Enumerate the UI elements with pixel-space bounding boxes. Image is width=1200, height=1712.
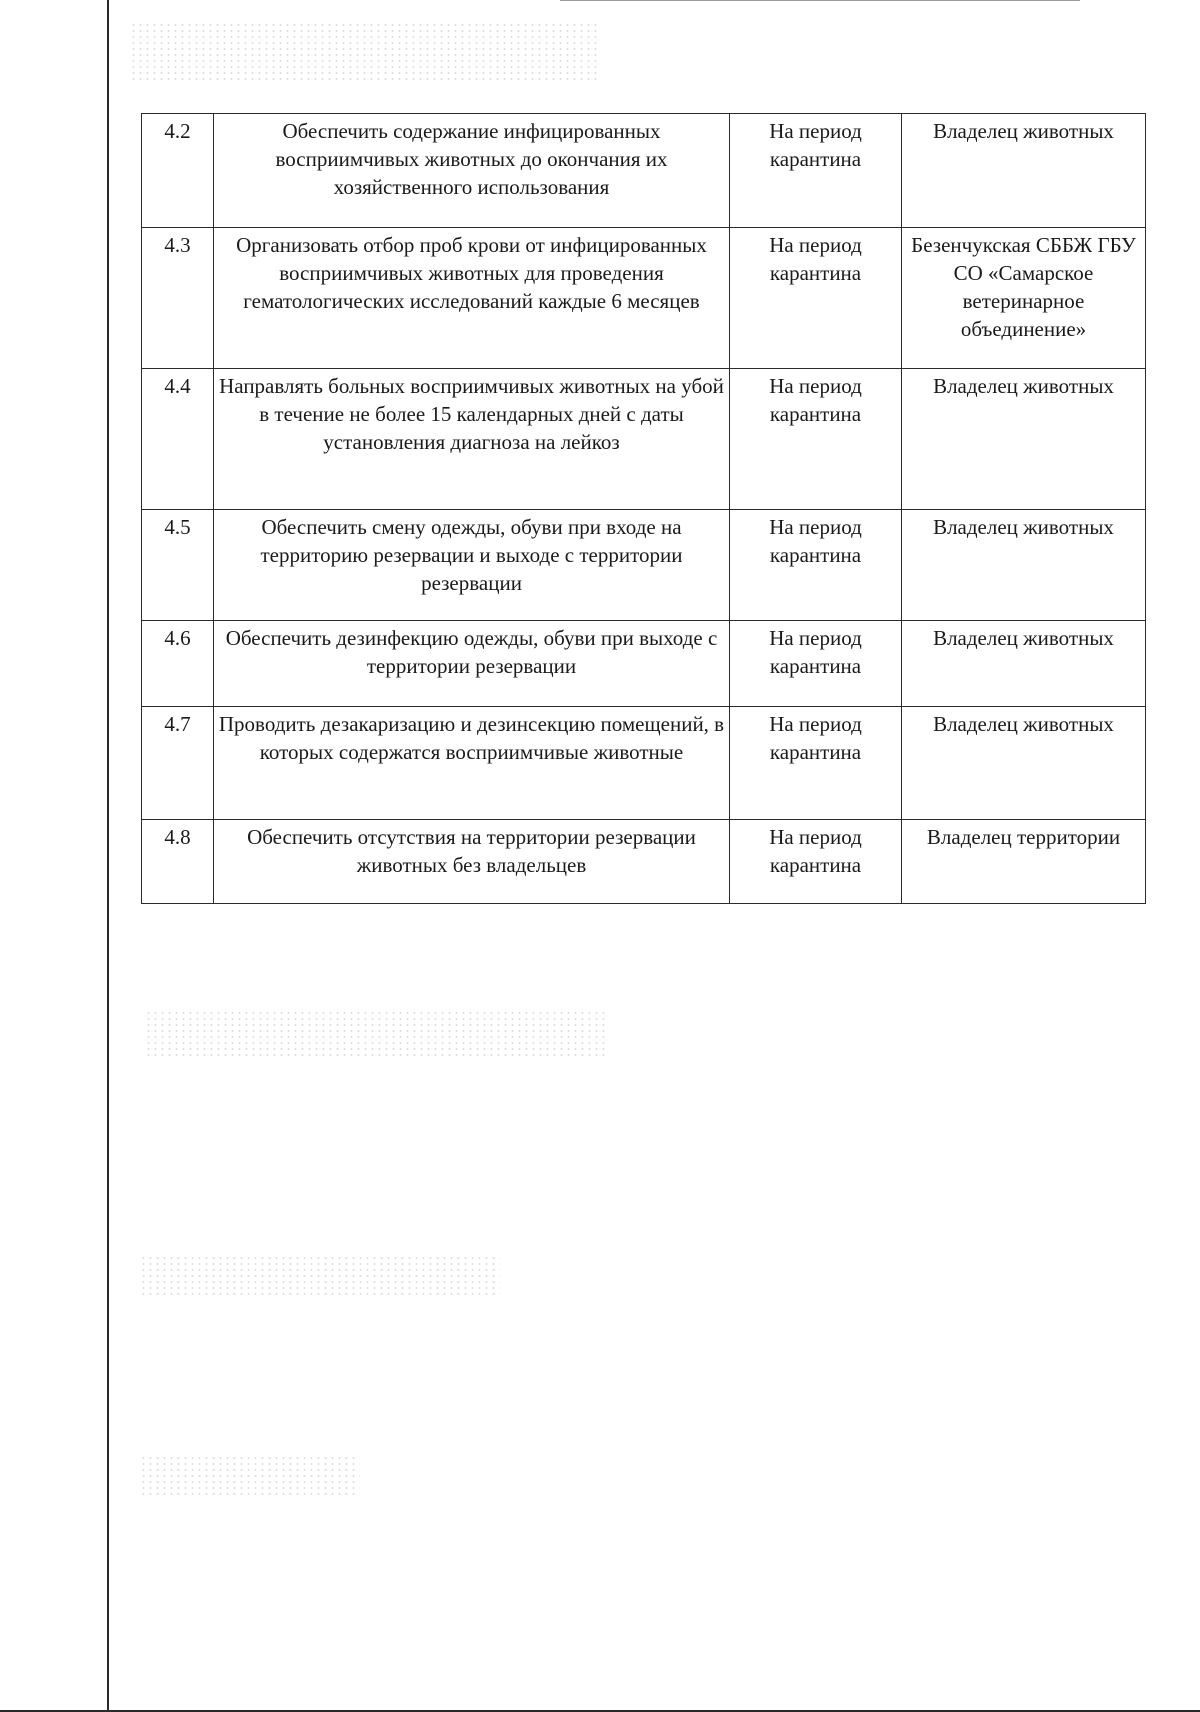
- term-text: На период карантина: [730, 707, 902, 820]
- responsible-text: Владелец животных: [902, 114, 1146, 228]
- item-number: 4.4: [142, 369, 214, 510]
- action-text: Обеспечить отсутствия на территории резервации животных без владельцев: [214, 820, 730, 904]
- action-text: Обеспечить дезинфекцию одежды, обуви при выходе с территории резервации: [214, 621, 730, 707]
- table-row: [142, 707, 1146, 820]
- term-text: На период карантина: [730, 114, 902, 228]
- item-number: 4.7: [142, 707, 214, 820]
- item-number: 4.5: [142, 510, 214, 621]
- scan-noise-mid: [145, 1010, 605, 1058]
- responsible-text: Владелец животных: [902, 621, 1146, 707]
- responsible-text: Безенчукская СББЖ ГБУ СО «Самарское ветеринарное объединение»: [902, 228, 1146, 369]
- scan-noise-bottom: [140, 1455, 360, 1495]
- responsible-text: Владелец животных: [902, 510, 1146, 621]
- term-text: На период карантина: [730, 621, 902, 707]
- item-number: 4.2: [142, 114, 214, 228]
- item-number: 4.3: [142, 228, 214, 369]
- table-row: [142, 510, 1146, 621]
- top-edge-rule: [560, 0, 1080, 1]
- responsible-text: Владелец животных: [902, 369, 1146, 510]
- action-text: Организовать отбор проб крови от инфицированных восприимчивых животных для проведения гематологических исследований каждые 6 месяцев: [214, 228, 730, 369]
- term-text: На период карантина: [730, 820, 902, 904]
- scan-noise-header: [130, 22, 600, 84]
- term-text: На период карантина: [730, 228, 902, 369]
- left-margin-rule: [107, 0, 109, 1712]
- term-text: На период карантина: [730, 369, 902, 510]
- item-number: 4.8: [142, 820, 214, 904]
- table-row: [142, 369, 1146, 510]
- action-text: Обеспечить содержание инфицированных восприимчивых животных до окончания их хозяйственного использования: [214, 114, 730, 228]
- term-text: На период карантина: [730, 510, 902, 621]
- table-row: [142, 114, 1146, 228]
- table-row: [142, 820, 1146, 904]
- action-text: Проводить дезакаризацию и дезинсекцию помещений, в которых содержатся восприимчивые животные: [214, 707, 730, 820]
- action-text: Обеспечить смену одежды, обуви при входе на территорию резервации и выходе с территории резервации: [214, 510, 730, 621]
- table-row: [142, 228, 1146, 369]
- item-number: 4.6: [142, 621, 214, 707]
- responsible-text: Владелец территории: [902, 820, 1146, 904]
- action-text: Направлять больных восприимчивых животных на убой в течение не более 15 календарных дней с даты установления диагноза на лейкоз: [214, 369, 730, 510]
- table-row: [142, 621, 1146, 707]
- responsible-text: Владелец животных: [902, 707, 1146, 820]
- scan-noise-lower: [140, 1255, 500, 1295]
- measures-table: [141, 113, 1146, 904]
